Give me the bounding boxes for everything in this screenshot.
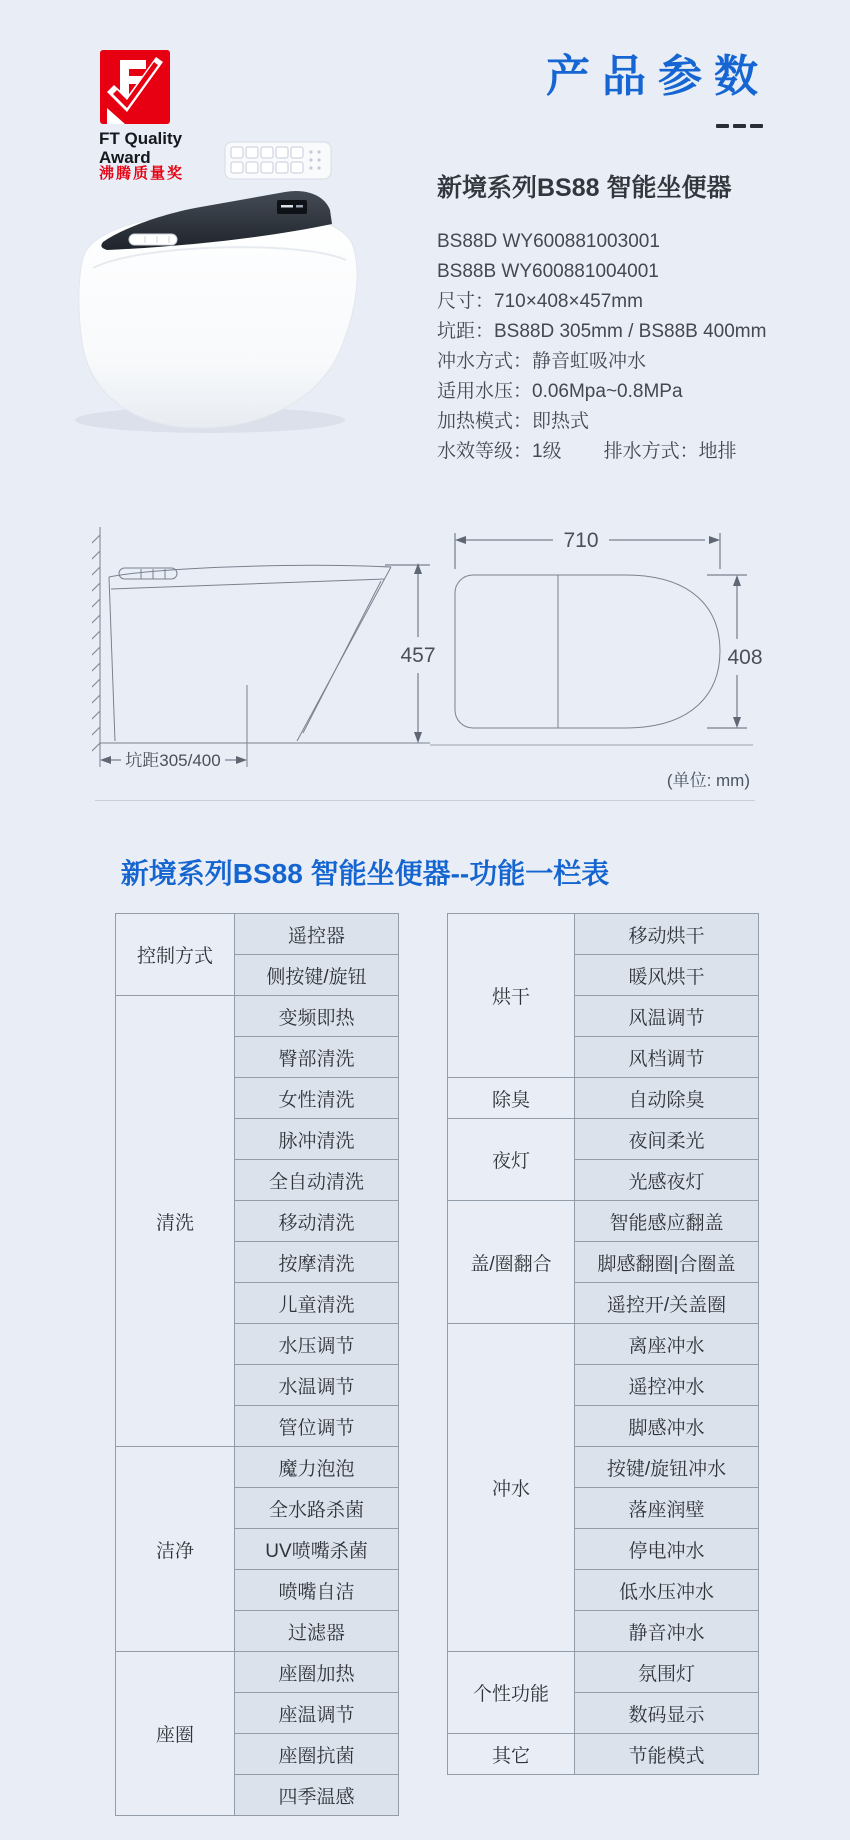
wall-hatch-lines bbox=[92, 535, 100, 751]
spec-text: 适用水压：0.06Mpa~0.8MPa bbox=[437, 381, 683, 402]
category-cell: 个性功能 bbox=[448, 1652, 575, 1734]
spec-line bbox=[437, 347, 766, 377]
feature-cell: 落座润壁 bbox=[575, 1488, 759, 1529]
table-row bbox=[448, 1201, 759, 1242]
feature-cell: 停电冲水 bbox=[575, 1529, 759, 1570]
feature-cell: 喷嘴自洁 bbox=[235, 1570, 399, 1611]
category-cell: 除臭 bbox=[448, 1078, 575, 1119]
pit-dimension-label: 坑距305/400 bbox=[125, 751, 221, 770]
feature-cell: 移动清洗 bbox=[235, 1201, 399, 1242]
feature-cell: 儿童清洗 bbox=[235, 1283, 399, 1324]
spec-text: 尺寸：710×408×457mm bbox=[437, 291, 643, 312]
feature-cell: 脚感冲水 bbox=[575, 1406, 759, 1447]
spec-text: 加热模式：即热式 bbox=[437, 411, 590, 432]
section-divider bbox=[95, 800, 755, 801]
dash bbox=[733, 124, 746, 128]
feature-cell: 光感夜灯 bbox=[575, 1160, 759, 1201]
category-cell: 烘干 bbox=[448, 914, 575, 1078]
category-cell: 夜灯 bbox=[448, 1119, 575, 1201]
table-row bbox=[116, 914, 399, 955]
table-row bbox=[448, 1734, 759, 1775]
feature-cell: 离座冲水 bbox=[575, 1324, 759, 1365]
width-dimension-label: 408 bbox=[727, 646, 763, 669]
spec-line bbox=[437, 437, 766, 467]
product-photo bbox=[45, 138, 375, 438]
feature-cell: 脉冲清洗 bbox=[235, 1119, 399, 1160]
page-title: 产品参数 bbox=[546, 52, 770, 101]
category-cell: 控制方式 bbox=[116, 914, 235, 996]
feature-cell: 管位调节 bbox=[235, 1406, 399, 1447]
table-row bbox=[448, 1652, 759, 1693]
table-row bbox=[448, 1324, 759, 1365]
feature-cell: 臀部清洗 bbox=[235, 1037, 399, 1078]
feature-cell: 节能模式 bbox=[575, 1734, 759, 1775]
spec-text: BS88D WY600881003001 bbox=[437, 231, 660, 252]
feature-cell: 智能感应翻盖 bbox=[575, 1201, 759, 1242]
award-subtitle: 沸腾质量奖 bbox=[99, 165, 185, 182]
category-cell: 盖/圈翻合 bbox=[448, 1201, 575, 1324]
category-cell: 其它 bbox=[448, 1734, 575, 1775]
feature-cell: 按键/旋钮冲水 bbox=[575, 1447, 759, 1488]
length-dimension-label: 710 bbox=[563, 529, 599, 552]
table-row bbox=[116, 1447, 399, 1488]
dash bbox=[716, 124, 729, 128]
spec-line bbox=[437, 317, 766, 347]
table-row bbox=[448, 914, 759, 955]
table-row bbox=[116, 996, 399, 1037]
spec-line bbox=[437, 407, 766, 437]
feature-cell: 夜间柔光 bbox=[575, 1119, 759, 1160]
product-specs bbox=[437, 227, 766, 467]
spec-text: 排水方式：地排 bbox=[603, 441, 737, 462]
spec-line bbox=[437, 227, 766, 257]
feature-cell: 移动烘干 bbox=[575, 914, 759, 955]
spec-text: BS88B WY600881004001 bbox=[437, 261, 659, 282]
feature-cell: 全自动清洗 bbox=[235, 1160, 399, 1201]
feature-cell: UV喷嘴杀菌 bbox=[235, 1529, 399, 1570]
feature-cell: 变频即热 bbox=[235, 996, 399, 1037]
feature-cell: 全水路杀菌 bbox=[235, 1488, 399, 1529]
feature-cell: 水温调节 bbox=[235, 1365, 399, 1406]
feature-cell: 女性清洗 bbox=[235, 1078, 399, 1119]
feature-cell: 水压调节 bbox=[235, 1324, 399, 1365]
product-name: 新境系列BS88 智能坐便器 bbox=[437, 174, 732, 202]
table-row bbox=[116, 1652, 399, 1693]
category-cell: 座圈 bbox=[116, 1652, 235, 1816]
feature-cell: 魔力泡泡 bbox=[235, 1447, 399, 1488]
feature-cell: 遥控开/关盖圈 bbox=[575, 1283, 759, 1324]
side-view-outline bbox=[109, 565, 391, 767]
feature-table-title: 新境系列BS88 智能坐便器--功能一栏表 bbox=[120, 858, 610, 889]
feature-cell: 遥控冲水 bbox=[575, 1365, 759, 1406]
feature-cell: 四季温感 bbox=[235, 1775, 399, 1816]
spec-line bbox=[437, 377, 766, 407]
feature-cell: 风温调节 bbox=[575, 996, 759, 1037]
title-underline-dashes bbox=[716, 124, 763, 128]
award-title-line2: Award bbox=[99, 148, 151, 167]
spec-line bbox=[437, 257, 766, 287]
feature-cell: 氛围灯 bbox=[575, 1652, 759, 1693]
top-view-outline bbox=[455, 575, 720, 728]
feature-cell: 侧按键/旋钮 bbox=[235, 955, 399, 996]
feature-cell: 自动除臭 bbox=[575, 1078, 759, 1119]
feature-cell: 遥控器 bbox=[235, 914, 399, 955]
remote-control-illustration bbox=[225, 142, 331, 179]
feature-cell: 过滤器 bbox=[235, 1611, 399, 1652]
ft-quality-award-logo-icon bbox=[100, 50, 170, 124]
feature-cell: 按摩清洗 bbox=[235, 1242, 399, 1283]
table-row bbox=[448, 1119, 759, 1160]
category-cell: 洁净 bbox=[116, 1447, 235, 1652]
spec-text: 冲水方式：静音虹吸冲水 bbox=[437, 351, 647, 372]
feature-cell: 低水压冲水 bbox=[575, 1570, 759, 1611]
table-row bbox=[448, 1078, 759, 1119]
feature-cell: 脚感翻圈|合圈盖 bbox=[575, 1242, 759, 1283]
toilet-illustration bbox=[75, 191, 357, 433]
dash bbox=[750, 124, 763, 128]
feature-table-left bbox=[115, 913, 399, 1816]
category-cell: 冲水 bbox=[448, 1324, 575, 1652]
feature-cell: 数码显示 bbox=[575, 1693, 759, 1734]
height-dimension-label: 457 bbox=[400, 644, 436, 667]
feature-cell: 座温调节 bbox=[235, 1693, 399, 1734]
dimension-drawing bbox=[85, 505, 775, 805]
award-title-line1: FT Quality bbox=[99, 129, 183, 148]
spec-line bbox=[437, 287, 766, 317]
feature-cell: 风档调节 bbox=[575, 1037, 759, 1078]
spec-text: 水效等级：1级 bbox=[437, 441, 562, 462]
category-cell: 清洗 bbox=[116, 996, 235, 1447]
feature-cell: 静音冲水 bbox=[575, 1611, 759, 1652]
feature-cell: 座圈抗菌 bbox=[235, 1734, 399, 1775]
spec-text: 坑距：BS88D 305mm / BS88B 400mm bbox=[437, 321, 767, 342]
unit-note: (单位: mm) bbox=[666, 771, 750, 790]
feature-cell: 座圈加热 bbox=[235, 1652, 399, 1693]
feature-cell: 暖风烘干 bbox=[575, 955, 759, 996]
feature-table-right bbox=[447, 913, 759, 1775]
